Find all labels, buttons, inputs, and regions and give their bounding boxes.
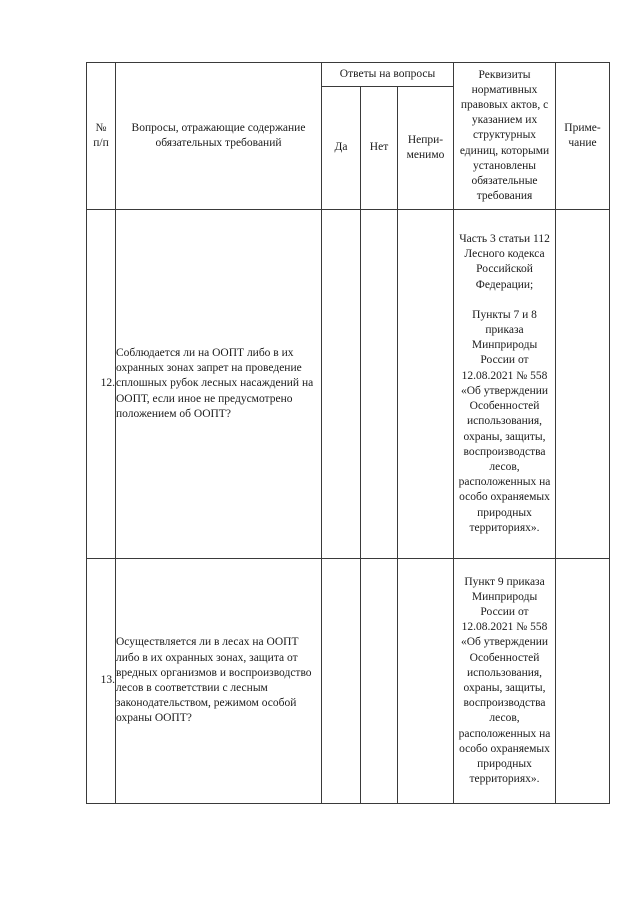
answer-no-cell[interactable] (361, 559, 398, 804)
answer-no-cell[interactable] (361, 210, 398, 559)
answer-not-applicable-cell[interactable] (398, 559, 454, 804)
header-questions (116, 63, 322, 210)
header-answers-label: Ответы на вопросы (339, 67, 436, 80)
row-number: 12. (87, 210, 116, 559)
row-question: Соблюдается ли на ООПТ либо в их охранных зонах запрет на проведение сплошных рубок лесных насаждений на ООПТ, если иное не предусмотрено положением об ООПТ? (116, 210, 322, 559)
header-no-label: Нет (369, 141, 389, 154)
header-answers (322, 63, 454, 87)
header-yes (322, 87, 361, 210)
header-requisites-label: Реквизиты нормативных правовых актов, с указанием их структурных единиц, которыми установлены обязательные требования (459, 68, 550, 203)
header-number-label: № п/п (93, 121, 109, 149)
header-not-applicable (398, 87, 454, 210)
row-note[interactable] (556, 210, 610, 559)
answer-not-applicable-cell[interactable] (398, 210, 454, 559)
header-not-applicable-label: Непри- менимо (406, 133, 445, 161)
answer-yes-cell[interactable] (322, 559, 361, 804)
header-number (87, 63, 116, 210)
row-requisites (454, 559, 556, 804)
requisite-text: Пункты 7 и 8 приказа Минприроды России от 12.08.2021 № 558 «Об утверждении Особенностей использования, охраны, защиты, воспроизводства лесов, расположенных на особо охраняемых природных территориях». (458, 308, 551, 534)
header-no (361, 87, 398, 210)
row-question: Осуществляется ли в лесах на ООПТ либо в их охранных зонах, защита от вредных организмов и воспроизводство лесов в соответствии с лесным законодательством, режимом особой охраны ООПТ? (116, 559, 322, 804)
row-requisites (454, 210, 556, 559)
requirements-table (86, 62, 610, 804)
header-yes-label: Да (334, 141, 348, 154)
header-requisites (454, 63, 556, 210)
row-number: 13. (87, 559, 116, 804)
requisite-text: Пункт 9 приказа Минприроды России от 12.08.2021 № 558 «Об утверждении Особенностей использования, охраны, защиты, воспроизводства лесов, расположенных на особо охраняемых природных территориях». (458, 575, 551, 786)
row-note[interactable] (556, 559, 610, 804)
answer-yes-cell[interactable] (322, 210, 361, 559)
header-note-label: Приме- чание (564, 121, 601, 149)
header-questions-label: Вопросы, отражающие содержание обязательных требований (131, 121, 306, 149)
table-row (87, 210, 610, 559)
table-row (87, 559, 610, 804)
header-note (556, 63, 610, 210)
requisite-text: Часть 3 статьи 112 Лесного кодекса Российской Федерации; (459, 233, 550, 291)
paragraph-gap (454, 293, 555, 308)
